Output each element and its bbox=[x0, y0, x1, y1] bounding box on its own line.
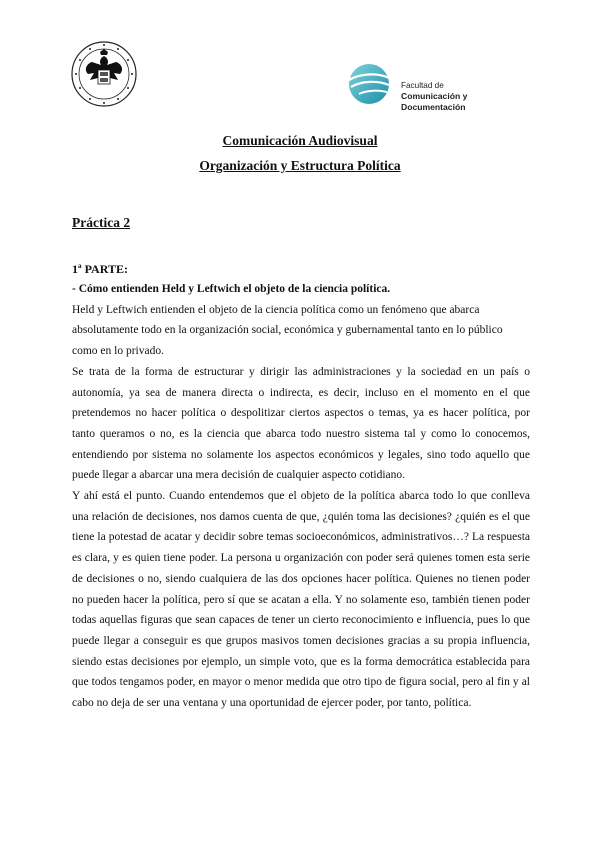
faculty-name-line1: Facultad de bbox=[401, 81, 444, 90]
practice-title: Práctica 2 bbox=[72, 215, 131, 230]
course-title: Comunicación Audiovisual bbox=[222, 133, 378, 148]
paragraph-3: Y ahí está el punto. Cuando entendemos que el objeto de la política abarca todo lo que conlleva una relación de decisiones, nos damos cuenta de que, ¿quién toma las decisiones? ¿quién es el que tiene la potestad de acatar y decidir sobre temas socioeconómicos, administrativos…? La respuesta es clara, y es quien tiene poder. La persona u organización con poder será quienes tomen esta serie de decisiones o no, siendo cualquiera de las dos opciones hacer política. Quienes no tienen poder no pueden hacer la política, pero sí que se acatan a ella. Y no solamente eso, también tienen poder todas aquellas figuras que sean capaces de tener un cierto reconocimiento e influencia, pues lo que puede llegar a conseguir es que grupos masivos tomen decisiones gracias a su propia influencia, siendo estas decisiones por ejemplo, un simple voto, que es la forma democrática establecida para que todos tengamos poder, en mayor o menor medida que otro tipo de figura social, pero al fin y al cabo no deja de ser una ventana y una oportunidad de ejercer poder, por tanto, política. bbox=[72, 490, 530, 710]
paragraph-1: Held y Leftwich entienden el objeto de la ciencia política como un fenómeno que abarca absolutamente todo en la organización social, económica y gubernamental tanto en lo público como en lo privado. bbox=[72, 303, 503, 358]
document-body bbox=[72, 279, 530, 714]
faculty-logo-icon bbox=[343, 60, 395, 110]
university-seal-icon bbox=[70, 40, 138, 108]
question-heading: - Cómo entienden Held y Leftwich el objeto de la ciencia política. bbox=[72, 283, 391, 295]
faculty-logo bbox=[343, 60, 533, 110]
part-label: 1ª PARTE: bbox=[72, 262, 128, 276]
faculty-name-line2: Comunicación y Documentación bbox=[401, 91, 468, 112]
document-header bbox=[0, 128, 600, 178]
subject-title: Organización y Estructura Política bbox=[199, 158, 401, 173]
paragraph-2: Se trata de la forma de estructurar y dirigir las administraciones y la sociedad en un país o autonomía, ya sea de manera directa o indirecta, es decir, incluso en el momento en el que pretendemos no hacer política o despolitizar ciertos aspectos o temas, ya es hacer política, por tanto queramos o no, es la ciencia que abarca todo nuestro sistema tal y como lo conocemos, entendiendo por sistema no solamente los aspectos económicos y legales, sino todo aquello que puede llegar a abarcar una mera decisión de cualquier aspecto cotidiano. bbox=[72, 365, 530, 482]
